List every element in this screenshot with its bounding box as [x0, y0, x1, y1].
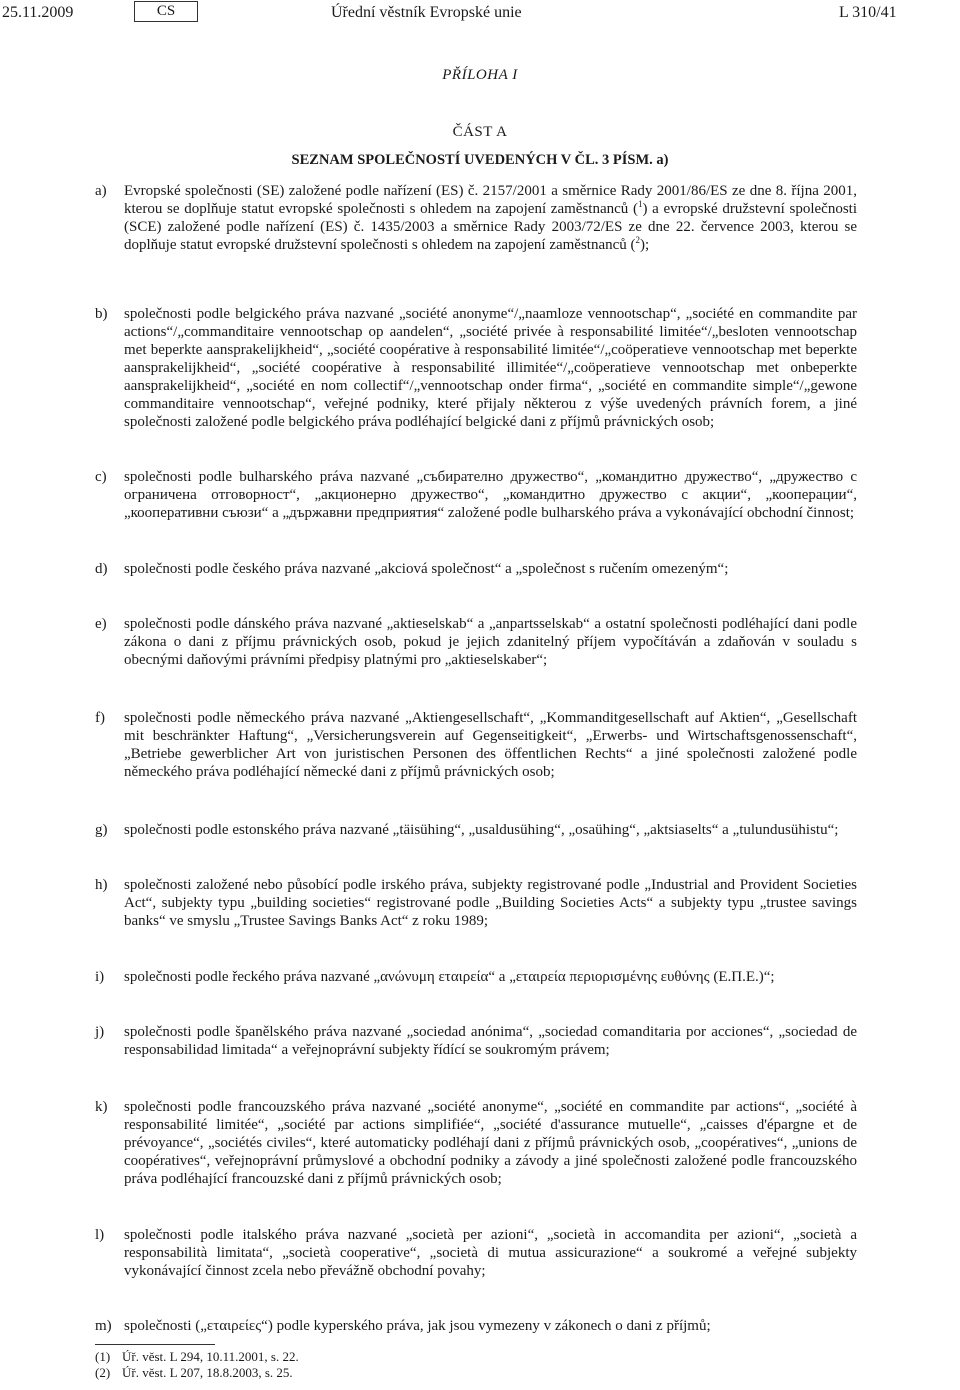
item-text: společnosti („εταιρείες“) podle kyperského práva, jak jsou vymezeny v zákonech o dani z příjmů; [124, 1318, 711, 1334]
item-label: i) [95, 969, 105, 985]
item-text: společnosti podle francouzského práva nazvané „société anonyme“, „société en commandite par actions“, „société à responsabilité limitée“, „société par actions simplifiée“, „société d'assurance mutuelle“, „caisses d'épargne et de prévoyance“, „sociétés civiles“, které automaticky podléhají dani z příjmů právnických osob, „coopératives“, „unions de coopératives“, veřejnoprávní průmyslové a obchodní podniky a závody a jiné společnosti založené podle francouzského práva podléhající francouzské dani z příjmů právnických osob; [124, 1099, 857, 1187]
item-text: společnosti založené nebo působící podle irského práva, subjekty registrované podle „Industrial and Provident Societies Act“, subjekty typu „building societies“ registrované podle „Building Societies Acts“ a subjekty typu „trustee savings banks“ ve smyslu „Trustee Savings Banks Act“ z roku 1989; [124, 877, 857, 929]
item-label: c) [95, 469, 107, 485]
item-text: Evropské společnosti (SE) založené podle nařízení (ES) č. 2157/2001 a směrnice Rady 2001/86/ES ze dne 8. října 2001, kterou se doplňuje statut evropské společnosti s ohledem na zapojení zaměstnanců ($^1$) a evropské družstevní společnosti (SCE) založené podle nařízení (ES) č. 1435/2003 a směrnice Rady 2003/72/ES ze dne 22. července 2003, kterou se doplňuje statut evropské družstevní společnosti s ohledem na zapojení zaměstnanců ($^2$); [124, 183, 857, 253]
list-item-l [95, 1226, 895, 1280]
list-item-m [95, 1317, 895, 1335]
item-label: a) [95, 183, 107, 199]
item-label: b) [95, 306, 108, 322]
page-reference: L 310/41 [839, 4, 897, 21]
footnote-2 [95, 1366, 293, 1380]
item-label: e) [95, 616, 107, 632]
item-label: m) [95, 1318, 112, 1334]
list-item-f [95, 709, 895, 781]
language-badge: CS [134, 1, 198, 22]
list-title: SEZNAM SPOLEČNOSTÍ UVEDENÝCH V ČL. 3 PÍSM. a) [291, 152, 669, 168]
list-item-e [95, 615, 895, 669]
list-item-k [95, 1098, 895, 1188]
footnote-text: Úř. věst. L 207, 18.8.2003, s. 25. [122, 1365, 293, 1380]
footnote-ref-2[interactable]: 2 [635, 235, 641, 245]
list-item-j [95, 1023, 895, 1059]
list-item-b [95, 305, 895, 431]
item-text: společnosti podle španělského práva nazvané „sociedad anónima“, „sociedad comanditaria por acciones“, „sociedad de responsabilidad limitada“ a veřejnoprávní subjekty řídící se soukromým právem; [124, 1024, 857, 1058]
item-label: k) [95, 1099, 108, 1115]
annex-title: PŘÍLOHA I [442, 67, 518, 83]
item-label: l) [95, 1227, 105, 1243]
item-label: f) [95, 710, 105, 726]
page-header [0, 4, 960, 26]
item-text: společnosti podle italského práva nazvané „società per azioni“, „società in accomandita per azioni“, „società a responsabilità limitata“, „società cooperative“, „società di mutua assicurazione“ a soukromé a veřejné subjekty vykonávající činnost zcela nebo převážně obchodní povahy; [124, 1227, 857, 1279]
item-text: společnosti podle bulharského práva nazvané „събирателно дружество“, „командитно дружество“, „дружество с ограничена отговорност“, „акционерно дружество“, „командитно дружество с акции“, „кооперации“, „кооперативни съюзи“ a „държавни предприятия“ založené podle bulharského práva a vykonávající obchodní činnost; [124, 469, 857, 521]
publication-date: 25.11.2009 [2, 4, 74, 21]
footnote-number: (2) [95, 1365, 111, 1380]
list-item-c [95, 468, 895, 522]
list-item-g [95, 821, 895, 839]
list-item-a [95, 182, 895, 254]
item-text: společnosti podle dánského práva nazvané „aktieselskab“ a „anpartsselskab“ a ostatní společnosti podléhající dani podle zákona o dani z příjmu právnických osob, pokud je jejich zdanitelný příjem vypočítáván a zdaňován v souladu s obecnými daňovými právními předpisy platnými pro „aktieselskaber“; [124, 616, 857, 668]
footnote-ref-1[interactable]: 1 [637, 199, 643, 209]
footnote-1 [95, 1350, 299, 1364]
item-label: g) [95, 822, 108, 838]
item-label: j) [95, 1024, 105, 1040]
item-text: společnosti podle belgického práva nazvané „société anonyme“/„naamloze vennootschap“, „société en commandite par actions“/„commanditaire vennootschap op aandelen“, „société privée à responsabilité limitée“/„besloten vennootschap met beperkte aansprakelijkheid“, „société coopérative à responsabilité limitée“/„coöperatieve vennootschap met beperkte aansprakelijkheid“, „société coopérative à responsabilité illimitée“/„coöperatieve vennootschap met onbeperkte aansprakelijkheid“, „société en nom collectif“/„vennootschap onder firma“, „société en commandite simple“/„gewone commanditaire vennootschap“, veřejné podniky, které přijaly některou z výše uvedených právních forem, a jiné společnosti založené podle belgického práva podléhající belgické dani z příjmů právnických osob; [124, 306, 857, 430]
journal-title: Úřední věstník Evropské unie [331, 4, 522, 21]
item-text: společnosti podle českého práva nazvané „akciová společnost“ a „společnost s ručením omezeným“; [124, 561, 729, 577]
list-item-i [95, 968, 895, 986]
footnote-text: Úř. věst. L 294, 10.11.2001, s. 22. [122, 1349, 299, 1364]
item-text: společnosti podle řeckého práva nazvané „ανώνυμη εταιρεία“ a „εταιρεία περιορισμένης ευθύνης (Ε.Π.Ε.)“; [124, 969, 775, 985]
list-item-h [95, 876, 895, 930]
item-text: společnosti podle estonského práva nazvané „täisühing“, „usaldusühing“, „osaühing“, „aktsiaselts“ a „tulundusühistu“; [124, 822, 839, 838]
part-title: ČÁST A [452, 124, 508, 140]
footnote-divider [95, 1344, 215, 1345]
item-text: společnosti podle německého práva nazvané „Aktiengesellschaft“, „Kommanditgesellschaft auf Aktien“, „Gesellschaft mit beschränkter Haftung“, „Versicherungsverein auf Gegenseitigkeit“, „Erwerbs- und Wirtschaftsgenossenschaft“, „Betriebe gewerblicher Art von juristischen Personen des öffentlichen Rechts“ a jiné společnosti založené podle německého práva podléhající německé dani z příjmů právnických osob; [124, 710, 857, 780]
item-label: h) [95, 877, 108, 893]
list-item-d [95, 560, 895, 578]
footnote-number: (1) [95, 1349, 111, 1364]
item-label: d) [95, 561, 108, 577]
